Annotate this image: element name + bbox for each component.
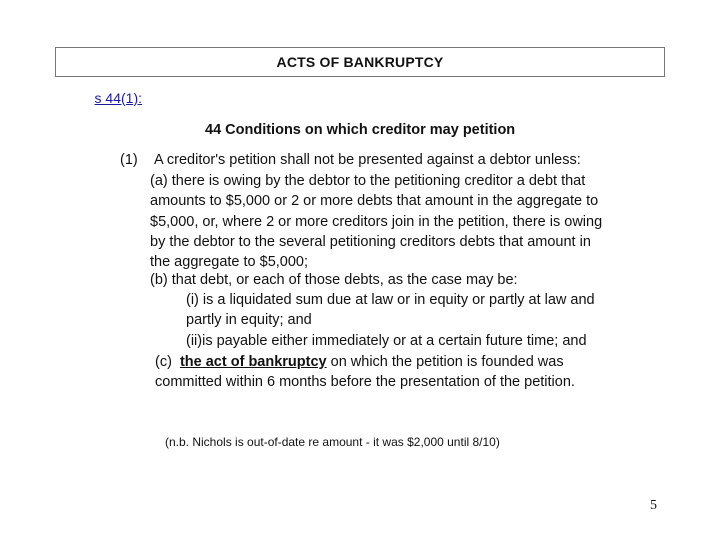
subclause-c-prefix: (c): [155, 354, 180, 370]
footnote: (n.b. Nichols is out-of-date re amount - it was $2,000 until 8/10): [165, 435, 500, 449]
subclause-b-ii: (ii)is payable either immediately or at a certain future time; and: [186, 333, 587, 349]
subclause-a-line: by the debtor to the several petitioning creditors debts that amount in: [150, 233, 591, 250]
subclause-c-rest: on which the petition is founded was: [326, 354, 564, 370]
act-of-bankruptcy-link[interactable]: the act of bankruptcy: [179, 354, 327, 370]
clause-1-text: A creditor's petition shall not be presented against a debtor unless:: [154, 152, 581, 168]
section-reference-link[interactable]: s 44(1):: [94, 90, 142, 106]
page-title: ACTS OF BANKRUPTCY: [276, 54, 444, 70]
subclause-a-line: $5,000, or, where 2 or more creditors join in the petition, there is owing: [150, 213, 603, 230]
subclause-a-line: amounts to $5,000 or 2 or more debts that amount in the aggregate to: [150, 193, 599, 210]
section-heading: 44 Conditions on which creditor may petition: [205, 122, 516, 138]
title-box: [55, 47, 665, 77]
subclause-b-i-line: partly in equity; and: [186, 312, 312, 329]
page-number: 5: [650, 498, 657, 513]
subclause-b-i-line: (i) is a liquidated sum due at law or in equity or partly at law and: [186, 292, 595, 308]
subclause-c-line-2: committed within 6 months before the presentation of the petition.: [155, 374, 575, 391]
clause-1-number: (1): [120, 152, 138, 168]
subclause-c: [155, 352, 575, 393]
subclause-c-line-1: [155, 352, 575, 372]
subclause-b-i: [186, 290, 595, 331]
subclause-b: (b) that debt, or each of those debts, as the case may be:: [150, 272, 518, 288]
subclause-a-line: the aggregate to $5,000;: [150, 254, 309, 271]
subclause-a-line: (a) there is owing by the debtor to the petitioning creditor a debt that: [150, 173, 586, 189]
subclause-a: [150, 171, 602, 272]
clause-1: [120, 150, 581, 170]
